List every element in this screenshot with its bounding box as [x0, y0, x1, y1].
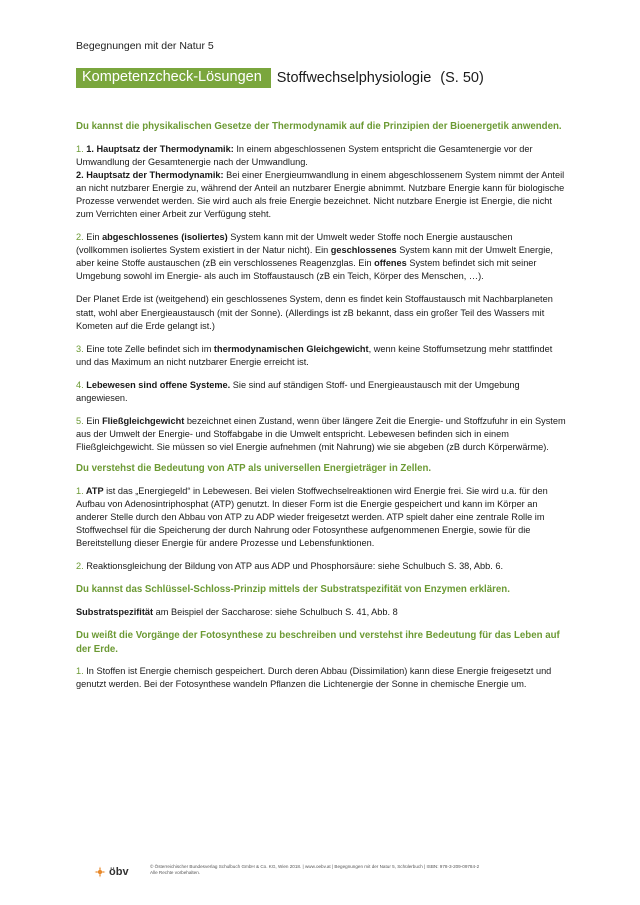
item-number: 3. [76, 343, 84, 354]
bold-term: 2. Hauptsatz der Thermodynamik: [76, 169, 224, 180]
bold-term: ATP [83, 485, 104, 496]
paragraph-text: Sie sind auf ständigen Stoff- und Energieaustausch mit der Umgebung angewiesen. [76, 379, 520, 403]
paragraph-text: System kann mit der Umwelt Energie, aber keine Stoffe austauschen (zB ein verschlossenes Reagenzglas. Ein [76, 245, 553, 269]
answer-paragraph [76, 143, 566, 222]
section-heading: Du kannst die physikalischen Gesetze der Thermodynamik auf die Prinzipien der Bioenergetik anwenden. [76, 121, 562, 132]
running-header: Begegnungen mit der Natur 5 [76, 40, 214, 52]
copyright-footer [150, 864, 550, 877]
section-heading: Du kannst das Schlüssel-Schloss-Prinzip mittels der Substratspezifität von Enzymen erklären. [76, 584, 510, 596]
paragraph-text: In einem abgeschlossenen System entspricht die Gesamtenergie vor der Umwandlung der Gesamtenergie nach der Umwandlung. [76, 143, 533, 167]
item-number: 2. [76, 561, 84, 572]
answer-paragraph [76, 606, 566, 619]
paragraph-text: , wenn keine Stoffumsetzung mehr stattfindet und das Maximum an nicht nutzbarer Energie erreicht ist. [76, 343, 553, 367]
topic-text: Stoffwechselphysiologie [276, 69, 432, 86]
bold-term: Substratspezifität [76, 606, 154, 617]
paragraph-text: In Stoffen ist Energie chemisch gespeichert. Durch deren Abbau (Dissimilation) kann diese Energie freigesetzt und genutzt werden. Bei der Fotosynthese wandeln Pflanzen die Lichtenergie der Sonne in chemische Energie um. [76, 666, 552, 690]
bold-term: Fließgleichgewicht [102, 416, 185, 427]
section-heading: Du verstehst die Bedeutung von ATP als universellen Energieträger in Zellen. [76, 463, 432, 475]
paragraph-text: Ein [83, 416, 103, 427]
answer-paragraph [76, 415, 566, 454]
paragraph-text: Ein [83, 232, 103, 243]
copyright-line: © Österreichischer Bundesverlag Schulbuch GmbH & Co. KG, Wien 2018. | www.oebv.at | Begegnungen mit der Natur 5, Schülerbuch | ISBN: 978-3-209-09784-2 [150, 864, 480, 869]
answer-paragraph [76, 560, 566, 573]
paragraph-text: Bei einer Energieumwandlung in einem abgeschlossenem System nimmt der Anteil an nicht nutzbarer Energie zu, während der Anteil an nutzbarer Energie abnimmt. Nutzbare Energie kann für biologische Prozesse verwendet werden. Sie wird auch als freie Energie bezeichnet. Nicht nutzbare Energie ist Energie, die nicht zum Verrichten einer Arbeit zur Verfügung steht. [76, 169, 565, 219]
page-reference: (S. 50) [440, 69, 484, 86]
paragraph-text: ist das „Energiegeld“ in Lebewesen. Bei vielen Stoffwechselreaktionen wird Energie frei. Sie wird u.a. für den Aufbau von Adenosintriphosphat (ATP) genutzt. In dieser Form ist die Energie gespeichert und kann im Körper an anderer Stelle durch den Abbau von ATP zu ADP wieder freigesetzt werden. ATP spielt daher eine zentrale Rolle im Stoffwechsel für die Speicherung der durch Nahrung oder Fotosynthese aufgenommenen Energie, sowie für die Bereitstellung dieser Energie für andere Prozesse und Lebensfunktionen. [76, 485, 548, 549]
answer-paragraph: Der Planet Erde ist (weitgehend) ein geschlossenes System, denn es findet kein Stoffaustausch mit Nachbarplaneten statt, wohl aber Energieaustausch (mit der Sonne). (Allerdings ist zB bekannt, dass ein großer Teil des Wassers mit Kometen auf die Erde gelangt ist.) [76, 294, 553, 331]
paragraph-text: Reaktionsgleichung der Bildung von ATP aus ADP und Phosphorsäure: siehe Schulbuch S. 38, Abb. 6. [83, 561, 504, 572]
paragraph-text: bezeichnet einen Zustand, wenn über längere Zeit die Energie- und Stoffzufuhr in ein System aus der Umwelt der Energie- und Stoffabgabe in die Umwelt entspricht. Lebewesen befinden sich in einem Fließgleichgewicht. Sie müssen so viel Energie aufnehmen (mit Nahrung) wie sie abgeben (zB durch Körperwärme). [76, 416, 566, 453]
title-badge: Kompetenzcheck-Lösungen [76, 68, 271, 88]
item-number: 1. [76, 143, 84, 154]
item-number: 4. [76, 379, 84, 390]
item-number: 1. [76, 666, 84, 677]
title-topic [277, 70, 484, 87]
paragraph-text: System befindet sich mit seiner Umgebung sowohl im Energie- als auch im Stoffaustausch (zB ein Teich, Körper des Menschen, …). [76, 258, 537, 282]
answer-paragraph [76, 343, 566, 369]
bold-term: abgeschlossenes (isoliertes) [102, 232, 228, 243]
bold-term: 1. Hauptsatz der Thermodynamik: [86, 143, 234, 154]
paragraph-text: Eine tote Zelle befindet sich im [83, 343, 214, 354]
answer-paragraph [76, 231, 566, 283]
bold-term: thermodynamischen Gleichgewicht [213, 343, 369, 354]
bold-term: offenes [374, 258, 407, 269]
item-number: 2. [76, 232, 84, 243]
publisher-logo [94, 866, 129, 878]
logo-text: öbv [109, 866, 129, 878]
main-content [76, 120, 566, 701]
paragraph-text: System kann mit der Umwelt weder Stoffe noch Energie austauschen (vollkommen isoliertes System existiert in der Natur nicht). Ein [76, 232, 513, 256]
answer-paragraph [76, 379, 566, 405]
answer-paragraph [76, 485, 566, 550]
item-number: 5. [76, 416, 84, 427]
rights-line: Alle Rechte vorbehalten. [150, 870, 201, 876]
oebv-logo-icon [94, 866, 106, 878]
section-heading: Du weißt die Vorgänge der Fotosynthese zu beschreiben und verstehst ihre Bedeutung für das Leben auf der Erde. [76, 630, 560, 655]
bold-term: Lebewesen sind offene Systeme. [83, 379, 231, 390]
bold-term: geschlossenes [330, 245, 397, 256]
item-number: 1. [76, 485, 84, 496]
page-title [76, 68, 484, 88]
answer-paragraph [76, 665, 566, 691]
paragraph-text: am Beispiel der Saccharose: siehe Schulbuch S. 41, Abb. 8 [153, 606, 398, 617]
